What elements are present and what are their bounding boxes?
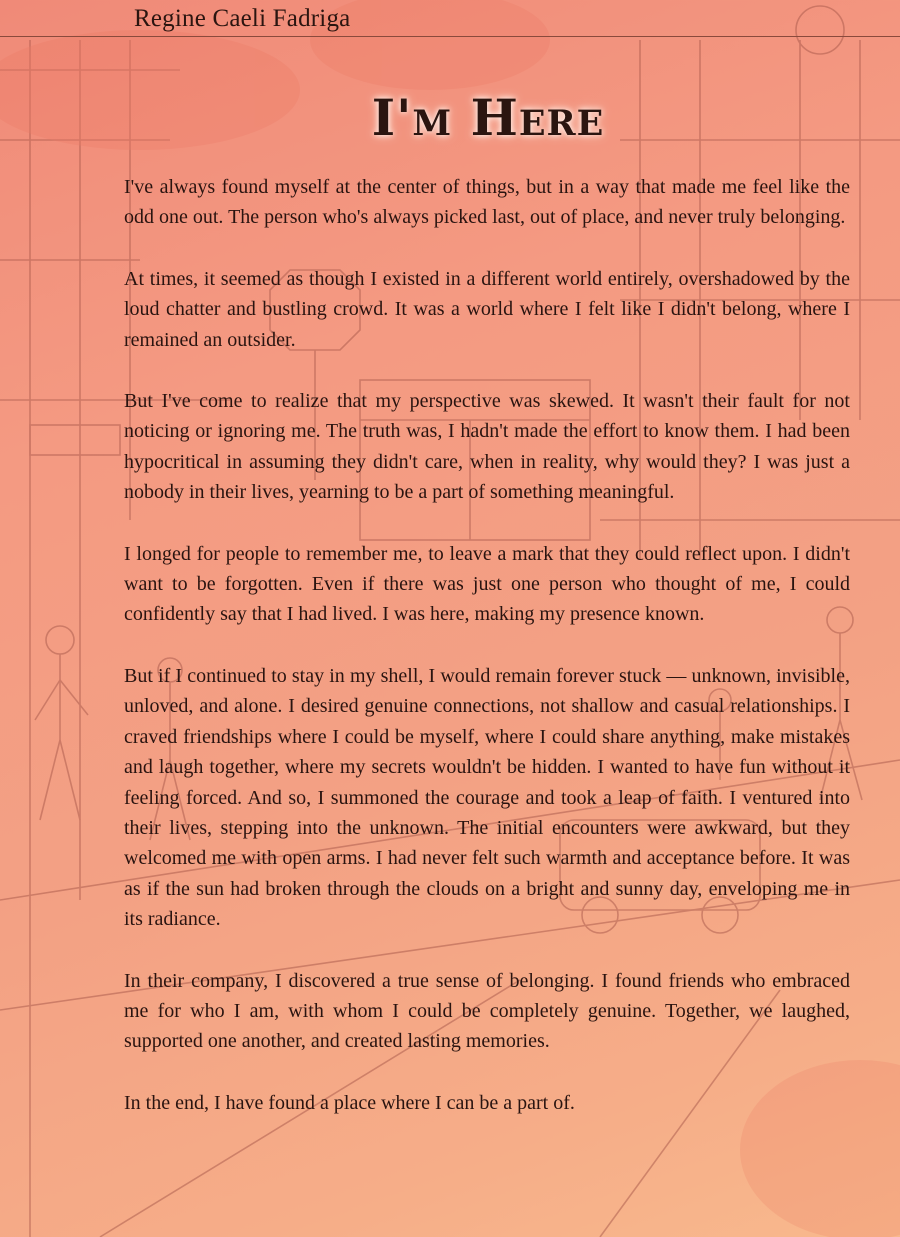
story-paragraph: But if I continued to stay in my shell, I would remain forever stuck — unknown, invisible, unloved, and alone. I desired genuine connections, not shallow and casual relationships. I craved friendships where I could be myself, where I could share anything, make mistakes and laugh together, where my secrets wouldn't be hidden. I wanted to have fun without it feeling forced. And so, I summoned the courage and took a leap of faith. I ventured into their lives, stepping into the unknown. The initial encounters were awkward, but they welcomed me with open arms. I had never felt such warmth and acceptance before. It was as if the sun had broken through the clouds on a bright and sunny day, enveloping me in its radiance. bbox=[124, 664, 850, 931]
story-paragraph: At times, it seemed as though I existed in a different world entirely, overshadowed by the loud chatter and bustling crowd. It was a world where I felt like I didn't belong, where I remained an outsider. bbox=[124, 267, 850, 351]
header-bar bbox=[0, 0, 900, 37]
story-title: I'm Here bbox=[371, 88, 605, 147]
story-paragraph: In their company, I discovered a true sense of belonging. I found friends who embraced me for who I am, with whom I could be completely genuine. Together, we laughed, supported one another, and created lasting memories. bbox=[124, 969, 850, 1053]
story-paragraph: In the end, I have found a place where I can be a part of. bbox=[124, 1091, 575, 1114]
story-body bbox=[124, 172, 850, 1149]
author-name: Regine Caeli Fadriga bbox=[134, 5, 351, 32]
story-paragraph: But I've come to realize that my perspective was skewed. It wasn't their fault for not noticing or ignoring me. The truth was, I hadn't made the effort to know them. I had been hypocritical in assuming they didn't care, when in reality, why would they? I was just a nobody in their lives, yearning to be a part of something meaningful. bbox=[124, 390, 850, 504]
story-paragraph: I longed for people to remember me, to leave a mark that they could reflect upon. I didn't want to be forgotten. Even if there was just one person who thought of me, I could confidently say that I had lived. I was here, making my presence known. bbox=[124, 542, 850, 626]
story-paragraph: I've always found myself at the center of things, but in a way that made me feel like the odd one out. The person who's always picked last, out of place, and never truly belonging. bbox=[124, 176, 850, 229]
